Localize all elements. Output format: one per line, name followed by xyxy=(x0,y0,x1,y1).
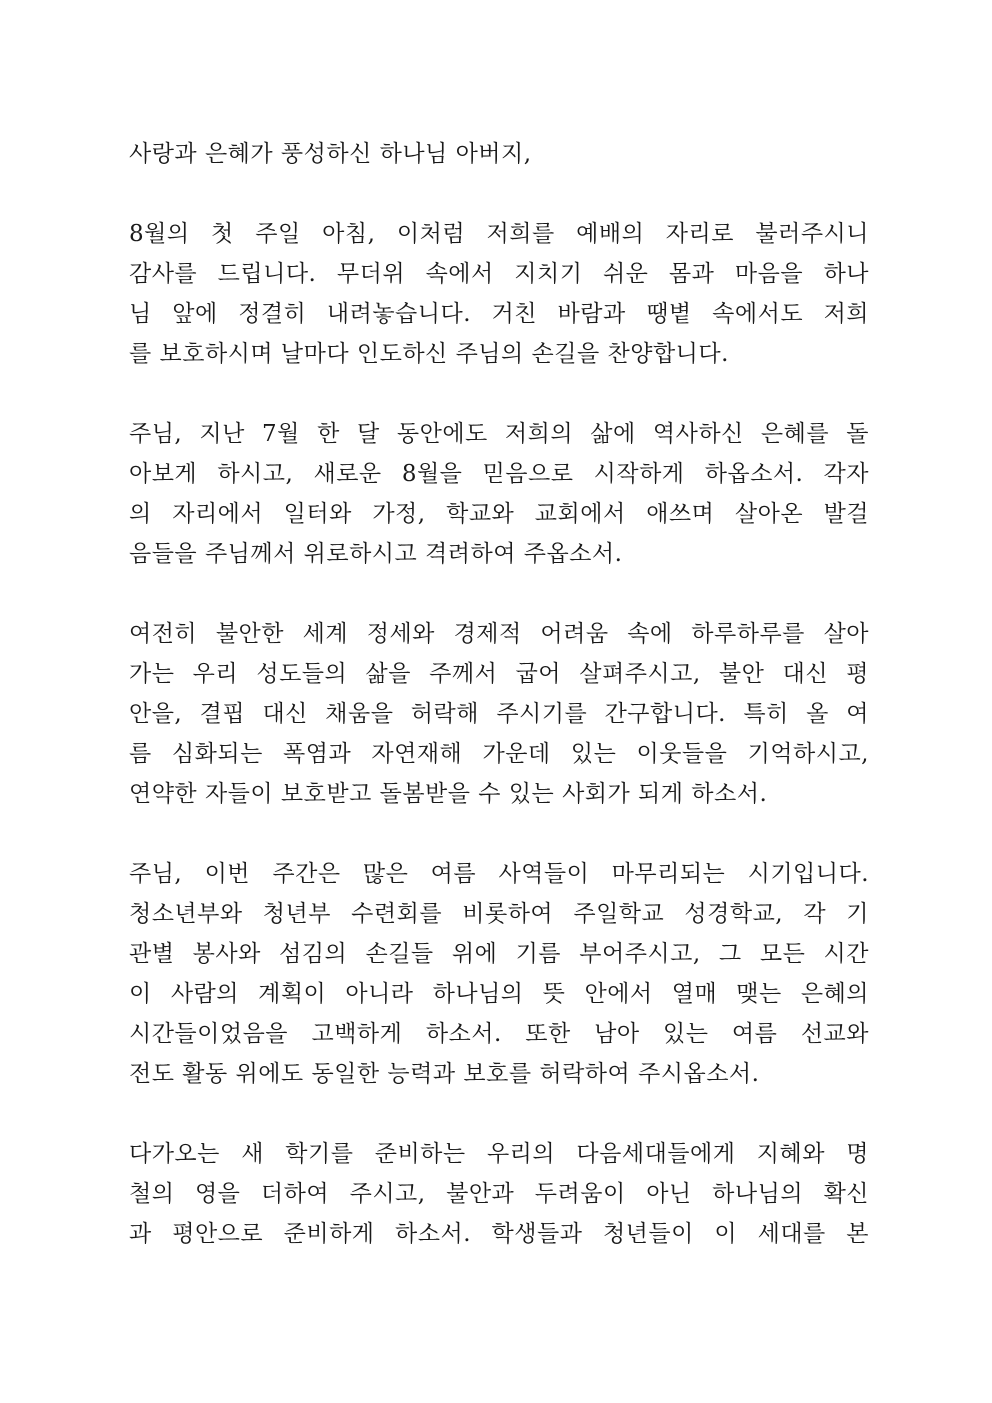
paragraph-line: 과 평안으로 준비하게 하소서. 학생들과 청년들이 이 세대를 본 xyxy=(129,1221,869,1247)
paragraph-line: 음들을 주님께서 위로하시고 격려하여 주옵소서. xyxy=(129,541,623,567)
paragraph-line: 청소년부와 청년부 수련회를 비롯하여 주일학교 성경학교, 각 기 xyxy=(129,901,869,927)
paragraph-line: 연약한 자들이 보호받고 돌봄받을 수 있는 사회가 되게 하소서. xyxy=(129,781,768,807)
prayer-text xyxy=(129,134,869,1294)
paragraph-line: 이 사람의 계획이 아니라 하나님의 뜻 안에서 열매 맺는 은혜의 xyxy=(129,981,869,1007)
paragraph-line: 관별 봉사와 섬김의 손길들 위에 기름 부어주시고, 그 모든 시간 xyxy=(129,941,869,967)
paragraph-5 xyxy=(129,1134,869,1254)
paragraph-line: 감사를 드립니다. 무더위 속에서 지치기 쉬운 몸과 마음을 하나 xyxy=(129,261,869,287)
paragraph-line: 름 심화되는 폭염과 자연재해 가운데 있는 이웃들을 기억하시고, xyxy=(129,741,869,767)
paragraph-line: 8월의 첫 주일 아침, 이처럼 저희를 예배의 자리로 불러주시니 xyxy=(129,221,869,247)
paragraph-line: 전도 활동 위에도 동일한 능력과 보호를 허락하여 주시옵소서. xyxy=(129,1061,760,1087)
paragraph-line: 여전히 불안한 세계 정세와 경제적 어려움 속에 하루하루를 살아 xyxy=(129,621,869,647)
paragraph-line: 다가오는 새 학기를 준비하는 우리의 다음세대들에게 지혜와 명 xyxy=(129,1141,869,1167)
paragraph-line: 아보게 하시고, 새로운 8월을 믿음으로 시작하게 하옵소서. 각자 xyxy=(129,461,869,487)
paragraph-3 xyxy=(129,614,869,814)
paragraph-line: 시간들이었음을 고백하게 하소서. 또한 남아 있는 여름 선교와 xyxy=(129,1021,869,1047)
paragraph-line: 의 자리에서 일터와 가정, 학교와 교회에서 애쓰며 살아온 발걸 xyxy=(129,501,869,527)
paragraph-1 xyxy=(129,214,869,374)
paragraph-line: 주님, 이번 주간은 많은 여름 사역들이 마무리되는 시기입니다. xyxy=(129,861,869,887)
greeting-paragraph xyxy=(129,134,869,174)
paragraph-line: 철의 영을 더하여 주시고, 불안과 두려움이 아닌 하나님의 확신 xyxy=(129,1181,869,1207)
paragraph-line: 님 앞에 정결히 내려놓습니다. 거친 바람과 땡볕 속에서도 저희 xyxy=(129,301,869,327)
paragraph-4 xyxy=(129,854,869,1094)
paragraph-line: 가는 우리 성도들의 삶을 주께서 굽어 살펴주시고, 불안 대신 평 xyxy=(129,661,869,687)
paragraph-2 xyxy=(129,414,869,574)
paragraph-line: 를 보호하시며 날마다 인도하신 주님의 손길을 찬양합니다. xyxy=(129,341,729,367)
paragraph-line: 안을, 결핍 대신 채움을 허락해 주시기를 간구합니다. 특히 올 여 xyxy=(129,701,869,727)
paragraph-line: 주님, 지난 7월 한 달 동안에도 저희의 삶에 역사하신 은혜를 돌 xyxy=(129,421,869,447)
greeting-line: 사랑과 은혜가 풍성하신 하나님 아버지, xyxy=(129,141,532,167)
